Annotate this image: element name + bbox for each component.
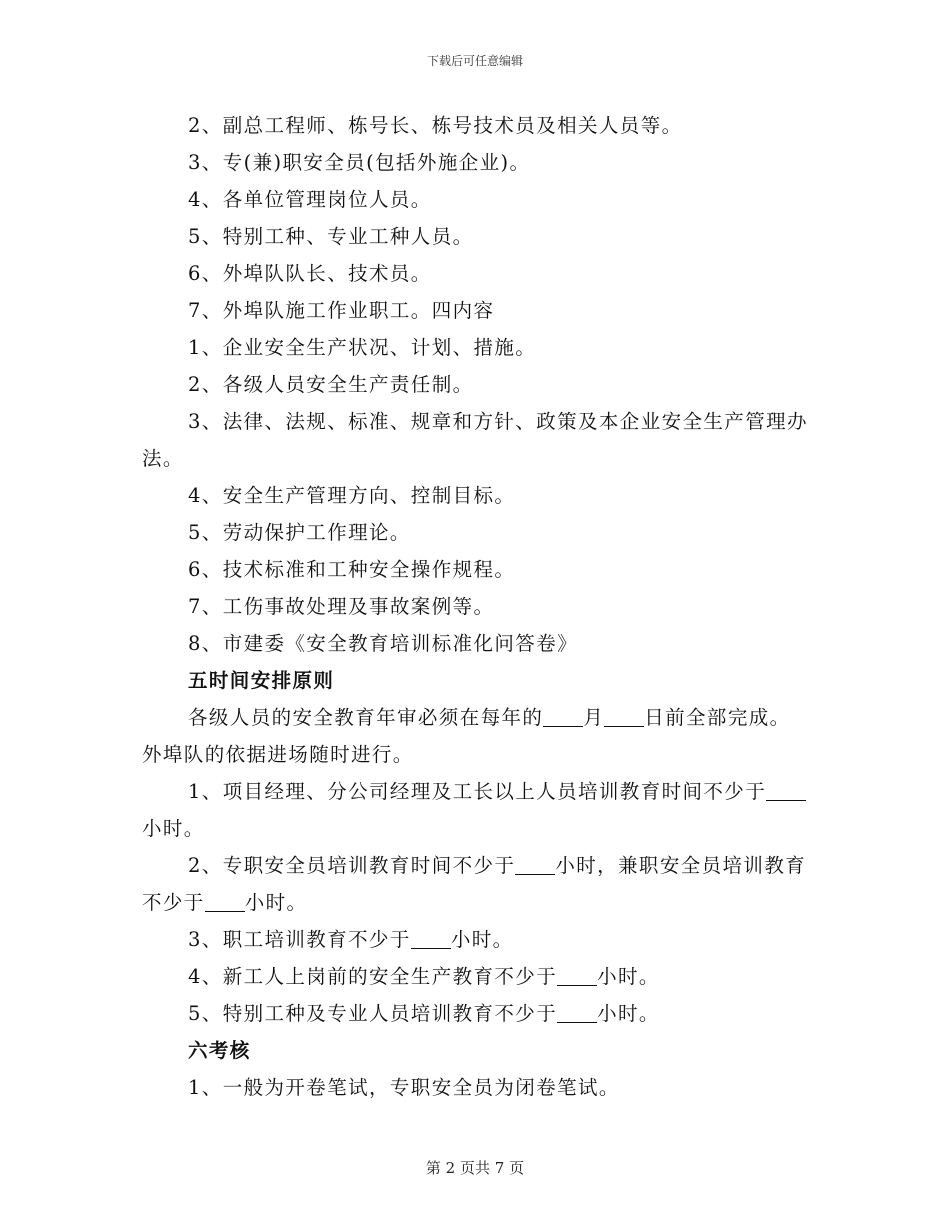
section-heading-schedule: 五时间安排原则 [188,669,335,692]
list-item: 1、一般为开卷笔试，专职安全员为闭卷笔试。 [188,1076,620,1099]
page-header-note: 下载后可任意编辑 [426,54,523,68]
text-segment: 小时。 [244,891,308,914]
list-item: 8、市建委《安全教育培训标准化问答卷》 [188,632,579,655]
blank-underline [557,1003,597,1024]
blank-underline [205,892,245,913]
text-segment: 3、职工培训教育不少于 [188,928,411,951]
text-segment: 1、项目经理、分公司经理及工长以上人员培训教育时间不少于 [188,780,767,803]
text-segment: 各级人员的安全教育年审必须在每年的 [188,706,544,729]
list-item: 4、安全生产管理方向、控制目标。 [188,484,516,507]
text-segment: 日前全部完成。外埠队的依据进场随时进行。 [142,706,791,766]
text-segment: 月 [583,706,605,729]
blank-underline [786,781,806,802]
list-item: 3、专(兼)职安全员(包括外施企业)。 [188,151,531,174]
list-item [142,773,810,847]
text-segment: 小时。 [450,928,514,951]
section-heading-assessment: 六考核 [188,1039,251,1062]
text-segment: 小时。 [597,965,660,988]
list-item [142,995,810,1032]
text-segment: 4、新工人上岗前的安全生产教育不少于 [188,965,558,988]
list-item [142,958,810,995]
list-item: 7、工伤事故处理及事故案例等。 [188,595,495,618]
blank-underline [543,707,583,728]
list-item [142,847,810,921]
list-item: 7、外埠队施工作业职工。四内容 [188,299,495,322]
list-item [142,921,810,958]
list-item: 2、各级人员安全生产责任制。 [188,373,474,396]
list-item: 1、企业安全生产状况、计划、措施。 [188,336,537,359]
text-segment: 5、特别工种及专业人员培训教育不少于 [188,1002,558,1025]
text-segment: 2、专职安全员培训教育时间不少于 [188,854,516,877]
page-number: 第 2 页共 7 页 [425,1159,525,1177]
list-item: 3、法律、法规、标准、规章和方针、政策及本企业安全生产管理办法。 [142,410,808,470]
paragraph-annual-review [142,699,810,773]
document-body [142,107,810,1106]
text-segment: 小时，兼职安全员培训教育不少于 [142,854,807,914]
list-item: 5、特别工种、专业工种人员。 [188,225,474,248]
blank-underline [604,707,644,728]
blank-underline [411,929,451,950]
text-segment: 小时。 [142,817,205,840]
blank-underline [515,855,555,876]
list-item: 6、技术标准和工种安全操作规程。 [188,558,516,581]
text-segment: 小时。 [597,1002,660,1025]
list-item: 6、外埠队队长、技术员。 [188,262,432,285]
list-item: 5、劳动保护工作理论。 [188,521,411,544]
list-item: 2、副总工程师、栋号长、栋号技术员及相关人员等。 [188,114,683,137]
blank-underline [766,781,786,802]
blank-underline [557,966,597,987]
list-item: 4、各单位管理岗位人员。 [188,188,432,211]
